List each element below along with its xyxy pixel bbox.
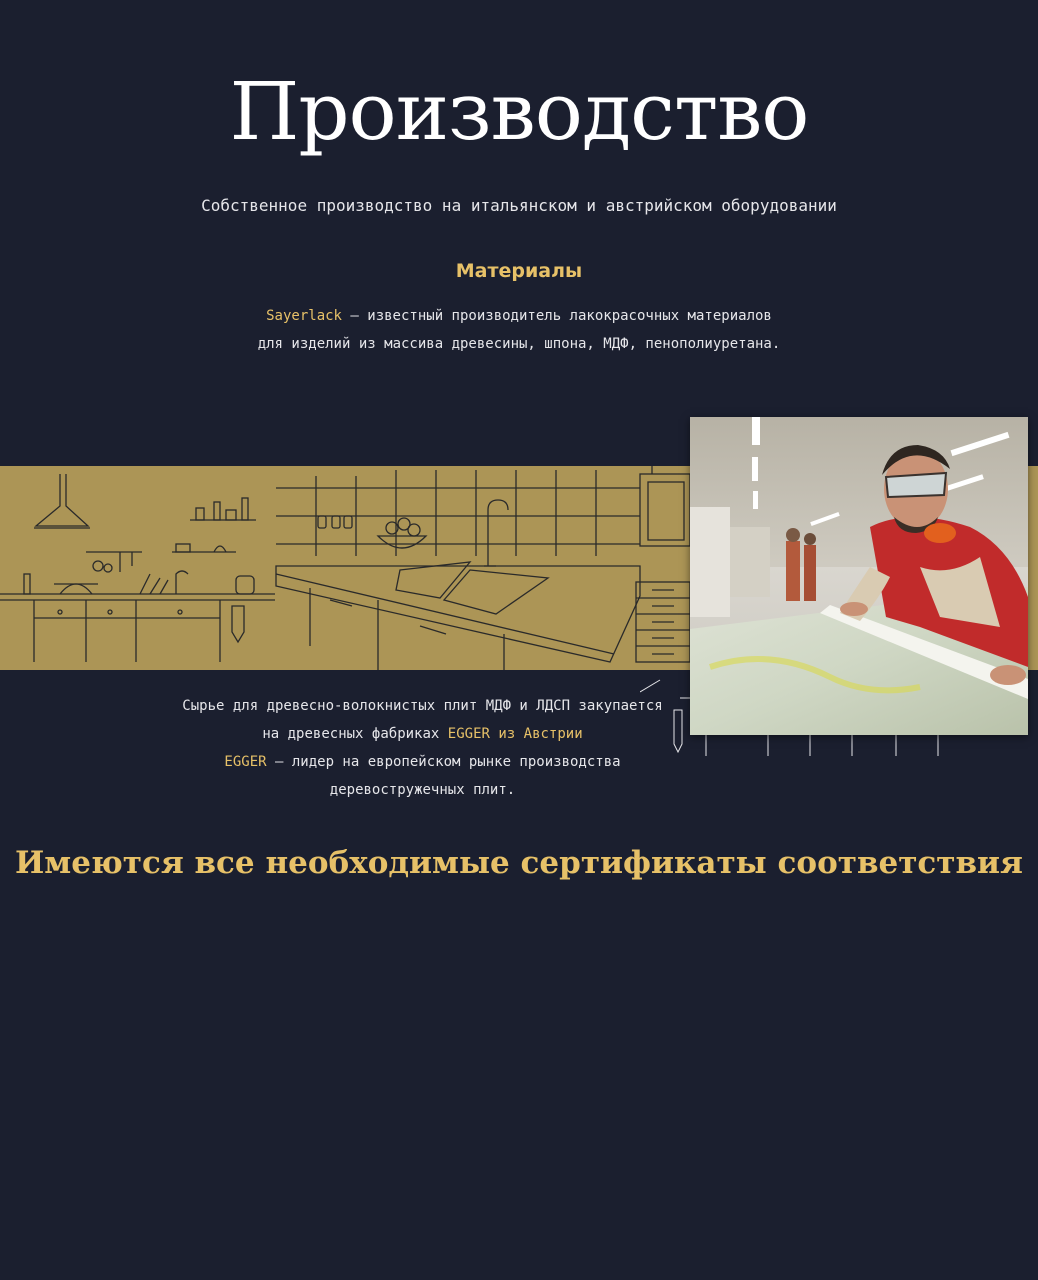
- page-title: Производство: [229, 65, 809, 158]
- certificates-heading: Имеются все необходимые сертификаты соответствия: [15, 845, 1023, 881]
- egger-description: [170, 692, 675, 804]
- egger-text-before: Сырье для древесно-волокнистых плит МДФ и ЛДСП закупается на древесных фабриках: [182, 698, 663, 742]
- worker-workshop-photo: [690, 417, 1028, 735]
- materials-description: [250, 302, 788, 358]
- egger-text-after: – лидер на европейском рынке производства деревостружечных плит.: [266, 754, 621, 798]
- materials-heading: Материалы: [455, 260, 583, 282]
- materials-body-text: – известный производитель лакокрасочных материалов для изделий из массива древесины, шпона, МДФ, пенополиуретана.: [257, 308, 781, 352]
- worker-photo-icon: [690, 417, 1028, 735]
- egger-brand-highlight: EGGER: [224, 754, 267, 770]
- sayerlack-brand: Sayerlack: [266, 308, 342, 324]
- egger-austria-highlight: EGGER из Австрии: [447, 726, 583, 742]
- page-subtitle: Собственное производство на итальянском и австрийском оборудовании: [201, 196, 837, 215]
